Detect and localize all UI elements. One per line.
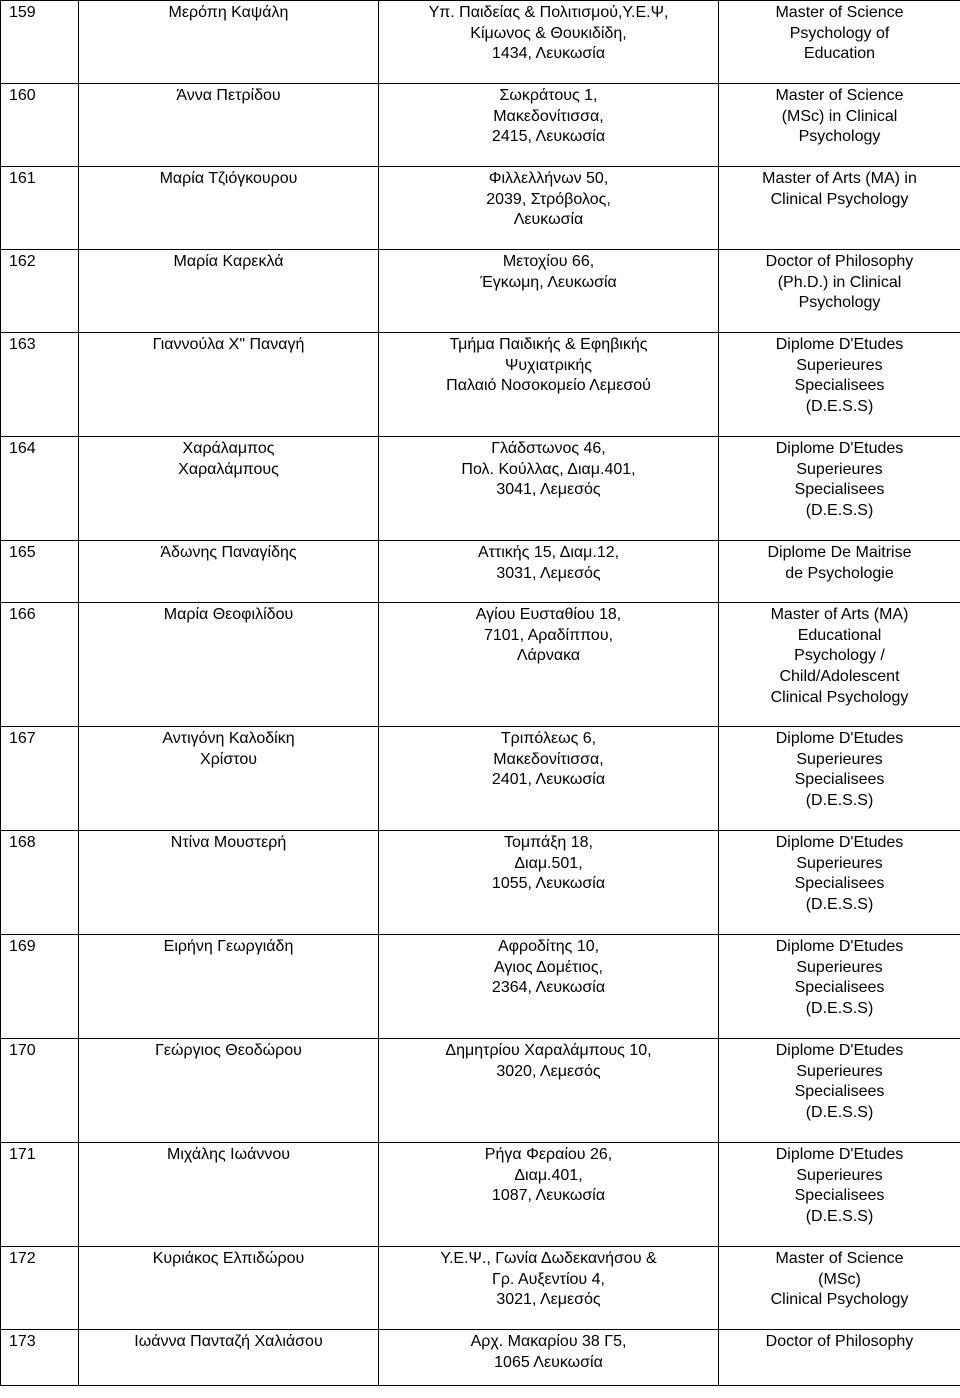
row-number: 159 — [1, 1, 79, 84]
degree-line: Specialisees — [794, 875, 885, 893]
person-name-line: Μαρία Καρεκλά — [173, 253, 284, 270]
degree-line: (MSc) in Clinical — [781, 107, 898, 125]
row-number: 167 — [1, 727, 79, 831]
person-name-line: Ιωάννα Πανταζή Χαλιάσου — [134, 1333, 323, 1350]
degree-line: Diplome D'Etudes — [775, 834, 904, 851]
person-name-cell — [79, 1330, 379, 1386]
degree-line: Superieures — [796, 460, 883, 478]
person-name-line: Μερόπη Καψάλη — [168, 4, 289, 21]
degree-line: Diplome D'Etudes — [775, 440, 904, 457]
table-row — [1, 727, 960, 831]
person-name-line: Άδωνης Παναγίδης — [160, 544, 297, 561]
person-name-cell — [79, 541, 379, 603]
address-line: Τομπάξη 18, — [504, 834, 593, 851]
address-cell — [379, 333, 719, 437]
person-name-cell — [79, 1143, 379, 1247]
degree-cell — [719, 333, 960, 437]
address-line: 2364, Λευκωσία — [491, 979, 606, 997]
row-number: 164 — [1, 437, 79, 541]
row-number: 163 — [1, 333, 79, 437]
table-row — [1, 541, 960, 603]
degree-line: Psychology / — [794, 647, 885, 665]
person-name-cell — [79, 1247, 379, 1330]
address-cell — [379, 1330, 719, 1386]
address-line: Λευκωσία — [513, 211, 584, 229]
degree-line: Superieures — [796, 1166, 883, 1184]
degree-cell — [719, 831, 960, 935]
degree-cell — [719, 437, 960, 541]
address-line: Αγιος Δομέτιος, — [494, 958, 603, 976]
degree-cell — [719, 541, 960, 603]
degree-line: (D.E.S.S) — [805, 1208, 874, 1226]
degree-line: Master of Science — [775, 1250, 904, 1267]
person-name-line: Χρίστου — [200, 750, 257, 768]
degree-line: Superieures — [796, 854, 883, 872]
degree-cell — [719, 603, 960, 727]
person-name-cell — [79, 437, 379, 541]
address-line: Τμήμα Παιδικής & Εφηβικής — [449, 336, 648, 353]
person-name-line: Χαράλαμπος — [182, 440, 275, 457]
row-number: 168 — [1, 831, 79, 935]
degree-line: Clinical Psychology — [770, 1291, 909, 1309]
degree-line: (D.E.S.S) — [805, 1000, 874, 1018]
degree-line: Superieures — [796, 750, 883, 768]
degree-line: Master of Arts (MA) — [770, 606, 909, 623]
address-line: Δημητρίου Χαραλάμπους 10, — [445, 1042, 652, 1059]
address-line: Γλάδστωνος 46, — [491, 440, 606, 457]
address-cell — [379, 1247, 719, 1330]
table-row — [1, 1143, 960, 1247]
row-number: 172 — [1, 1247, 79, 1330]
degree-line: (Ph.D.) in Clinical — [777, 273, 902, 291]
degree-cell — [719, 1330, 960, 1386]
degree-line: Specialisees — [794, 1187, 885, 1205]
row-number: 169 — [1, 935, 79, 1039]
person-name-cell — [79, 167, 379, 250]
address-cell — [379, 935, 719, 1039]
address-line: 1055, Λευκωσία — [491, 875, 606, 893]
degree-line: Clinical Psychology — [770, 688, 909, 706]
degree-line: (MSc) — [818, 1270, 861, 1288]
address-line: 1087, Λευκωσία — [491, 1187, 606, 1205]
degree-line: Specialisees — [794, 771, 885, 789]
row-number: 173 — [1, 1330, 79, 1386]
degree-line: Specialisees — [794, 979, 885, 997]
address-line: 3041, Λεμεσός — [496, 481, 601, 499]
degree-line: Diplome D'Etudes — [775, 938, 904, 955]
degree-line: Education — [803, 45, 876, 63]
degree-line: (D.E.S.S) — [805, 896, 874, 914]
degree-line: Educational — [797, 626, 882, 644]
table-row — [1, 935, 960, 1039]
degree-line: Master of Science — [775, 4, 904, 21]
address-line: Σωκράτους 1, — [499, 87, 598, 104]
degree-line: (D.E.S.S) — [805, 502, 874, 520]
degree-line: Specialisees — [794, 1083, 885, 1101]
table-row — [1, 1, 960, 84]
table-row — [1, 603, 960, 727]
address-line: Υπ. Παιδείας & Πολιτισμού,Υ.Ε.Ψ, — [428, 4, 669, 21]
address-line: Αττικής 15, Διαμ.12, — [477, 544, 620, 561]
table-row — [1, 167, 960, 250]
address-cell — [379, 1143, 719, 1247]
degree-line: Superieures — [796, 958, 883, 976]
degree-line: Diplome De Maitrise — [767, 544, 912, 561]
degree-line: Master of Science — [775, 87, 904, 104]
address-line: 1434, Λευκωσία — [491, 45, 606, 63]
degree-cell — [719, 167, 960, 250]
address-cell — [379, 831, 719, 935]
address-cell — [379, 250, 719, 333]
address-line: Φιλλελλήνων 50, — [488, 170, 609, 187]
table-row — [1, 1039, 960, 1143]
address-line: Μακεδονίτισσα, — [493, 107, 604, 125]
address-line: Αφροδίτης 10, — [497, 938, 600, 955]
degree-cell — [719, 935, 960, 1039]
address-line: 7101, Αραδίππου, — [483, 626, 614, 644]
address-cell — [379, 1039, 719, 1143]
degree-line: de Psychologie — [785, 564, 894, 582]
person-name-cell — [79, 603, 379, 727]
person-name-line: Γιαννούλα Χ" Παναγή — [152, 336, 305, 353]
table-row — [1, 1247, 960, 1330]
address-line: Αρχ. Μακαρίου 38 Γ5, — [470, 1333, 627, 1350]
row-number: 161 — [1, 167, 79, 250]
degree-line: Diplome D'Etudes — [775, 1146, 904, 1163]
address-line: Ρήγα Φεραίου 26, — [484, 1146, 613, 1163]
person-name-cell — [79, 1, 379, 84]
degree-line: Diplome D'Etudes — [775, 336, 904, 353]
person-name-line: Κυριάκος Ελπιδώρου — [152, 1250, 305, 1267]
address-line: Ψυχιατρικής — [505, 356, 592, 374]
degree-cell — [719, 1, 960, 84]
degree-line: (D.E.S.S) — [805, 792, 874, 810]
address-line: Διαμ.401, — [514, 1166, 583, 1184]
degree-cell — [719, 250, 960, 333]
degree-cell — [719, 1143, 960, 1247]
degree-line: Superieures — [796, 356, 883, 374]
address-line: Κίμωνος & Θουκιδίδη, — [470, 24, 627, 42]
address-line: Αγίου Ευσταθίου 18, — [475, 606, 622, 623]
address-line: 3021, Λεμεσός — [496, 1291, 601, 1309]
row-number: 165 — [1, 541, 79, 603]
degree-line: Doctor of Philosophy — [765, 253, 914, 270]
person-name-cell — [79, 831, 379, 935]
degree-line: Specialisees — [794, 377, 885, 395]
address-line: Λάρνακα — [516, 647, 581, 665]
degree-line: Master of Arts (MA) in — [762, 170, 917, 187]
degree-line: Diplome D'Etudes — [775, 1042, 904, 1059]
address-line: Έγκωμη, Λευκωσία — [480, 273, 617, 291]
address-cell — [379, 167, 719, 250]
address-cell — [379, 437, 719, 541]
address-line: 2039, Στρόβολος, — [486, 190, 611, 208]
degree-cell — [719, 84, 960, 167]
person-name-line: Ντίνα Μουστερή — [170, 834, 287, 851]
address-line: 2401, Λευκωσία — [491, 771, 606, 789]
address-line: 2415, Λευκωσία — [491, 128, 606, 146]
address-line: 3020, Λεμεσός — [496, 1062, 601, 1080]
address-cell — [379, 727, 719, 831]
degree-line: Clinical Psychology — [770, 190, 909, 208]
address-cell — [379, 541, 719, 603]
person-name-line: Άννα Πετρίδου — [176, 87, 281, 104]
address-line: Μετοχίου 66, — [502, 253, 595, 270]
row-number: 170 — [1, 1039, 79, 1143]
degree-line: Diplome D'Etudes — [775, 730, 904, 747]
person-name-line: Μαρία Θεοφιλίδου — [163, 606, 294, 623]
table-row — [1, 250, 960, 333]
person-name-cell — [79, 250, 379, 333]
person-name-cell — [79, 727, 379, 831]
degree-cell — [719, 1039, 960, 1143]
table-row — [1, 84, 960, 167]
address-line: Μακεδονίτισσα, — [493, 750, 604, 768]
row-number: 160 — [1, 84, 79, 167]
address-cell — [379, 84, 719, 167]
degree-line: Child/Adolescent — [779, 668, 900, 686]
degree-line: Psychology of — [789, 24, 890, 42]
address-line: Παλαιό Νοσοκομείο Λεμεσού — [446, 377, 651, 395]
person-name-cell — [79, 935, 379, 1039]
degree-line: (D.E.S.S) — [805, 1104, 874, 1122]
person-name-cell — [79, 333, 379, 437]
address-cell — [379, 603, 719, 727]
person-name-line: Μιχάλης Ιωάννου — [167, 1146, 290, 1163]
address-line: Τριπόλεως 6, — [500, 730, 597, 747]
degree-line: Doctor of Philosophy — [765, 1333, 914, 1350]
row-number: 166 — [1, 603, 79, 727]
table-row — [1, 437, 960, 541]
row-number: 162 — [1, 250, 79, 333]
person-name-line: Μαρία Τζιόγκουρου — [159, 170, 298, 187]
person-name-cell — [79, 1039, 379, 1143]
degree-line: Superieures — [796, 1062, 883, 1080]
address-line: Υ.Ε.Ψ., Γωνία Δωδεκανήσου & — [440, 1250, 657, 1267]
degree-cell — [719, 727, 960, 831]
address-line: Γρ. Αυξεντίου 4, — [492, 1270, 605, 1288]
degree-line: Specialisees — [794, 481, 885, 499]
degree-line: (D.E.S.S) — [805, 398, 874, 416]
address-cell — [379, 1, 719, 84]
degree-line: Psychology — [798, 294, 881, 312]
table-row — [1, 1330, 960, 1386]
person-name-line: Ειρήνη Γεωργιάδη — [163, 938, 294, 955]
address-line: 1065 Λευκωσία — [494, 1353, 603, 1371]
degree-cell — [719, 1247, 960, 1330]
person-name-cell — [79, 84, 379, 167]
table-row — [1, 333, 960, 437]
degree-line: Psychology — [798, 128, 881, 146]
person-name-line: Αντιγόνη Καλοδίκη — [162, 730, 295, 747]
person-name-line: Χαραλάμπους — [178, 460, 279, 478]
registry-table-body — [1, 1, 960, 1386]
address-line: Διαμ.501, — [514, 854, 583, 872]
address-line: Πολ. Κούλλας, Διαμ.401, — [461, 460, 636, 478]
row-number: 171 — [1, 1143, 79, 1247]
address-line: 3031, Λεμεσός — [496, 564, 601, 582]
person-name-line: Γεώργιος Θεοδώρου — [155, 1042, 302, 1059]
table-row — [1, 831, 960, 935]
